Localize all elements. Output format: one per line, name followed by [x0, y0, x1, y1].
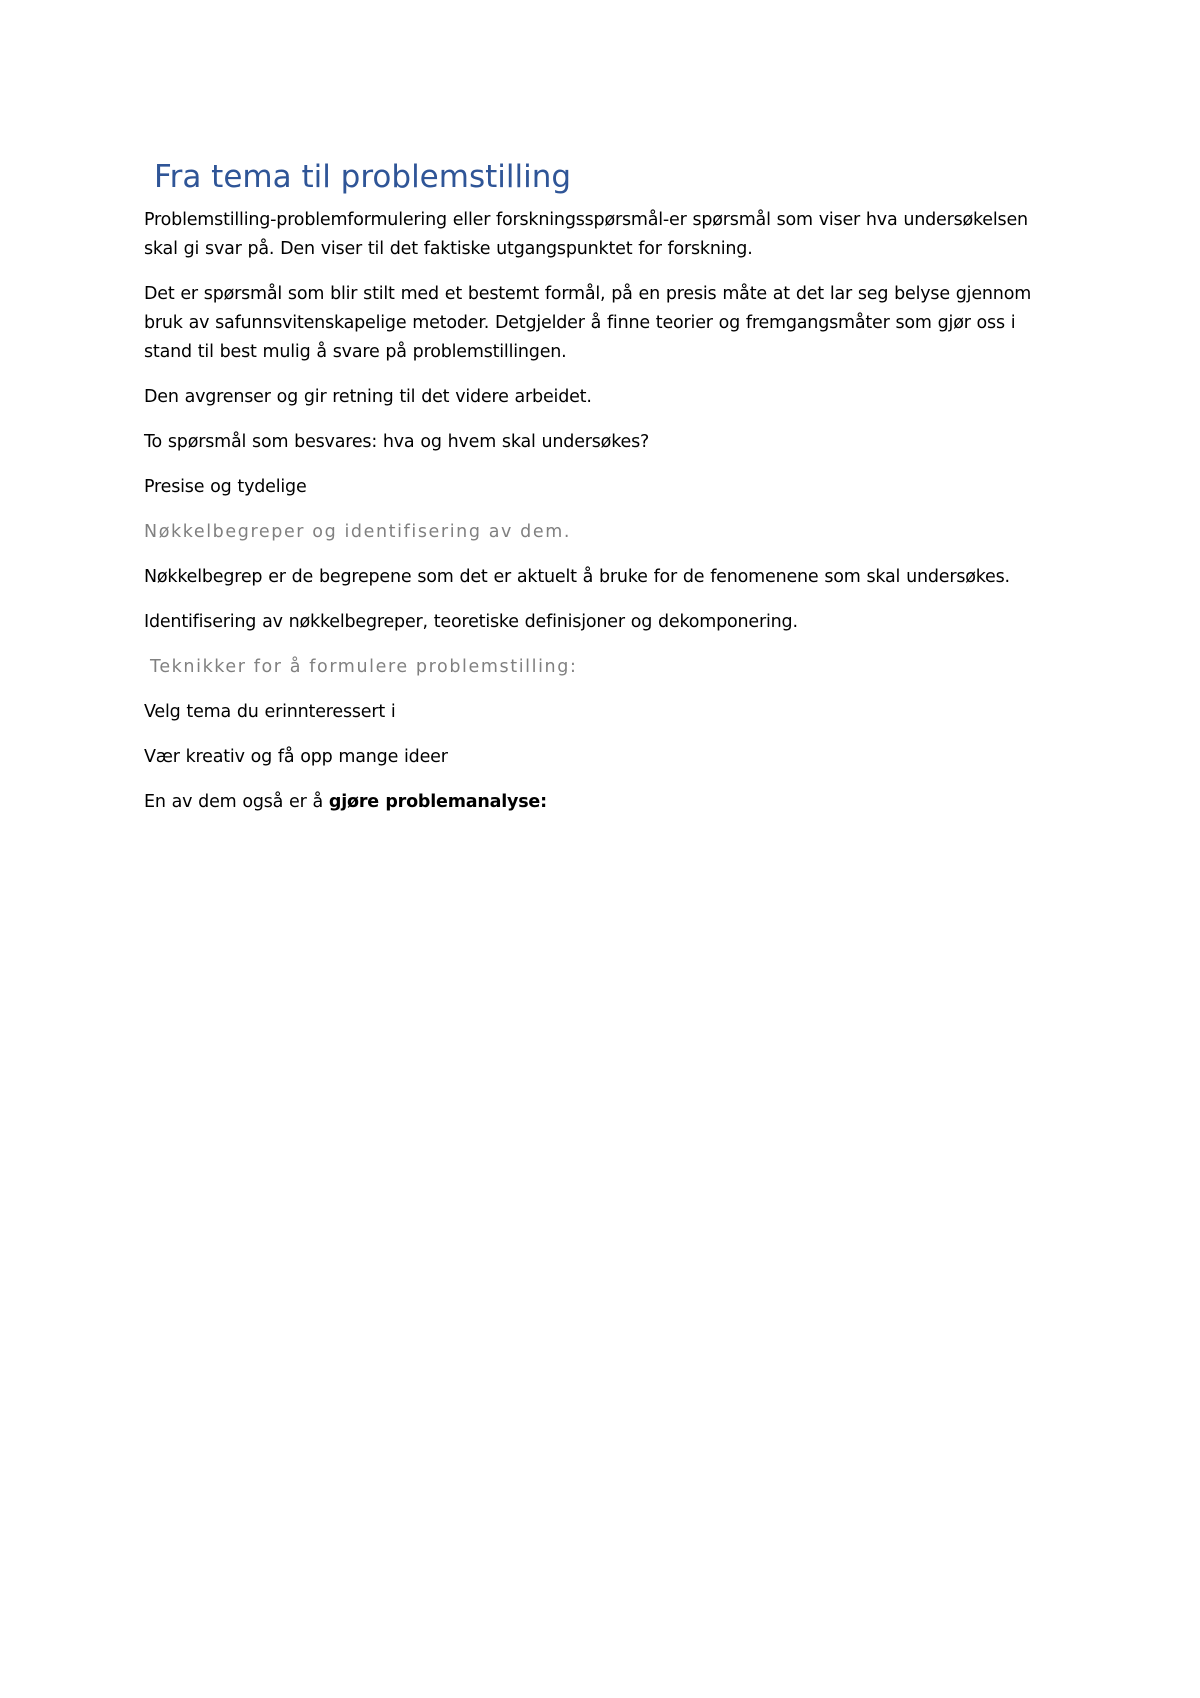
paragraph-choose-topic: Velg tema du erinnteressert i — [144, 701, 396, 722]
document-title: Fra tema til problemstilling — [154, 159, 572, 195]
paragraph-scope: Den avgrenser og gir retning til det videre arbeidet. — [144, 386, 592, 407]
paragraph-definition: Problemstilling-problemformulering eller forskningsspørsmål-er spørsmål som viser hva undersøkelsen skal gi svar på. Den viser til det faktiske utgangspunktet for forskning. — [144, 209, 1028, 259]
paragraph-be-creative: Vær kreativ og få opp mange ideer — [144, 746, 448, 767]
paragraph-purpose: Det er spørsmål som blir stilt med et bestemt formål, på en presis måte at det lar seg belyse gjennom bruk av safunnsvitenskapelige metoder. Detgjelder å finne teorier og fremgangsmåter som gjør oss i stand til best mulig å svare på problemstillingen. — [144, 283, 1032, 362]
problem-analysis-intro: En av dem også er å — [144, 791, 329, 812]
document-body — [144, 160, 1064, 833]
paragraph-problem-analysis — [144, 788, 1064, 817]
paragraph-precise: Presise og tydelige — [144, 476, 307, 497]
paragraph-key-concept-definition: Nøkkelbegrep er de begrepene som det er aktuelt å bruke for de fenomenene som skal undersøkes. — [144, 566, 1010, 587]
paragraph-identification: Identifisering av nøkkelbegreper, teoretiske definisjoner og dekomponering. — [144, 611, 798, 632]
subheading-key-concepts: Nøkkelbegreper og identifisering av dem. — [144, 521, 572, 542]
paragraph-questions: To spørsmål som besvares: hva og hvem skal undersøkes? — [144, 431, 650, 452]
problem-analysis-bold: gjøre problemanalyse: — [328, 791, 547, 812]
subheading-techniques: Teknikker for å formulere problemstilling: — [150, 656, 578, 677]
